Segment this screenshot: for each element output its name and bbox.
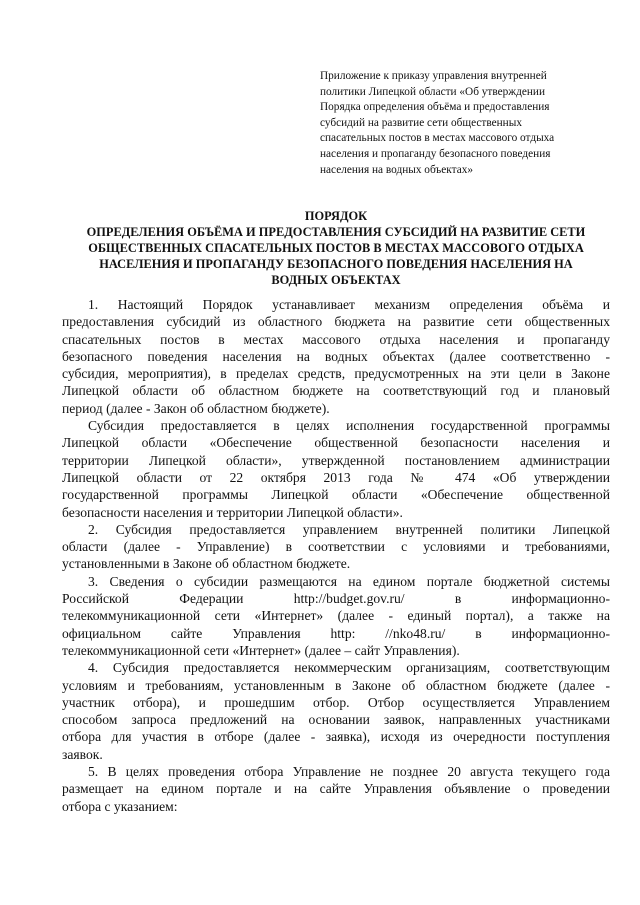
appendix-line: Порядка определения объёма и предоставления [320,101,550,114]
document-body [62,296,610,815]
text-line: спасательных постов в местах массового отдыха населения и пропаганду [62,331,610,347]
text-line: субсидия, мероприятия), в пределах средств, предусмотренных на эти цели в Законе [62,366,610,382]
title-line: ОБЩЕСТВЕННЫХ СПАСАТЕЛЬНЫХ ПОСТОВ В МЕСТАХ МАССОВОГО ОТДЫХА [88,240,584,255]
text-line: Российской Федерации http://budget.gov.ru/ в информационно- [62,591,610,607]
appendix-line: населения и пропаганду безопасного поведения [320,147,551,160]
paragraph-1 [62,296,610,417]
text-line: телекоммуникационной сети «Интернет» (далее - единый портал), а также на [62,608,610,624]
text-line: 2. Субсидия предоставляется управлением внутренней политики Липецкой [88,521,610,537]
text-line: телекоммуникационной сети «Интернет» (далее – сайт Управления). [62,642,460,658]
title-line: ПОРЯДОК [304,209,368,223]
text-line: заявок. [62,746,103,762]
title-line: НАСЕЛЕНИЯ И ПРОПАГАНДУ БЕЗОПАСНОГО ПОВЕДЕНИЯ НАСЕЛЕНИЯ НА [99,256,573,271]
text-line: области (далее - Управление) в соответствии с условиями и требованиями, [62,539,610,555]
text-line: размещает на едином портале и на сайте Управления объявление о проведении [62,781,610,797]
text-line: Липецкой области «Обеспечение общественной безопасности населения и [62,435,610,451]
text-line: способом запроса предложений на основании заявок, направленных участниками [62,712,610,728]
appendix-note [320,69,605,178]
text-line: 4. Субсидия предоставляется некоммерческим организациям, соответствующим [88,660,610,676]
document-title [62,209,610,289]
paragraph-2 [62,521,610,573]
text-line: территории Липецкой области», утвержденной постановлением администрации [62,452,610,468]
text-line: 3. Сведения о субсидии размещаются на едином портале бюджетной системы [88,573,610,589]
text-line: государственной программы Липецкой области «Обеспечение общественной [62,487,610,503]
paragraph-1-subsidy-purpose [62,417,610,521]
text-line: безопасного поведения населения на водных объектах (далее соответственно - [62,348,610,364]
text-line: 5. В целях проведения отбора Управление не позднее 20 августа текущего года [88,764,610,780]
appendix-line: Приложение к приказу управления внутренней [320,70,547,82]
text-line: условиям и требованиям, установленным в Законе об областном бюджете (далее - [62,677,610,693]
text-line: Субсидия предоставляется в целях исполнения государственной программы [88,418,610,434]
title-line: ВОДНЫХ ОБЪЕКТАХ [271,272,401,287]
text-line: Липецкой области от 22 октября 2013 года № 474 «Об утверждении [62,469,610,485]
text-line: официальном сайте Управления http: //nko48.ru/ в информационно- [62,625,610,641]
text-line: установленными в Законе об областном бюджете. [62,556,351,572]
text-line: период (далее - Закон об областном бюджете). [62,400,330,416]
appendix-line: субсидий на развитие сети общественных [320,116,522,129]
title-line: ОПРЕДЕЛЕНИЯ ОБЪЁМА И ПРЕДОСТАВЛЕНИЯ СУБСИДИЙ НА РАЗВИТИЕ СЕТИ [86,224,586,239]
text-line: отбора для участия в отборе (далее - заявка), исходя из очередности поступления [62,729,610,745]
paragraph-3 [62,573,610,659]
appendix-line: политики Липецкой области «Об утверждении [320,85,545,98]
paragraph-5 [62,763,610,815]
text-line: предоставления субсидий из областного бюджета на развитие сети общественных [62,314,610,330]
text-line: участник отбора), и прошедшим отбор. Отбор осуществляется Управлением [62,694,610,710]
appendix-line: спасательных постов в местах массового отдыха [320,132,555,145]
paragraph-4 [62,659,610,763]
text-line: 1. Настоящий Порядок устанавливает механизм определения объёма и [88,297,610,312]
appendix-line: населения на водных объектах» [320,163,474,176]
text-line: Липецкой области об областном бюджете на соответствующий год и плановый [62,383,610,399]
text-line: безопасности населения и территории Липецкой области». [62,504,403,520]
text-line: отбора с указанием: [62,798,178,814]
